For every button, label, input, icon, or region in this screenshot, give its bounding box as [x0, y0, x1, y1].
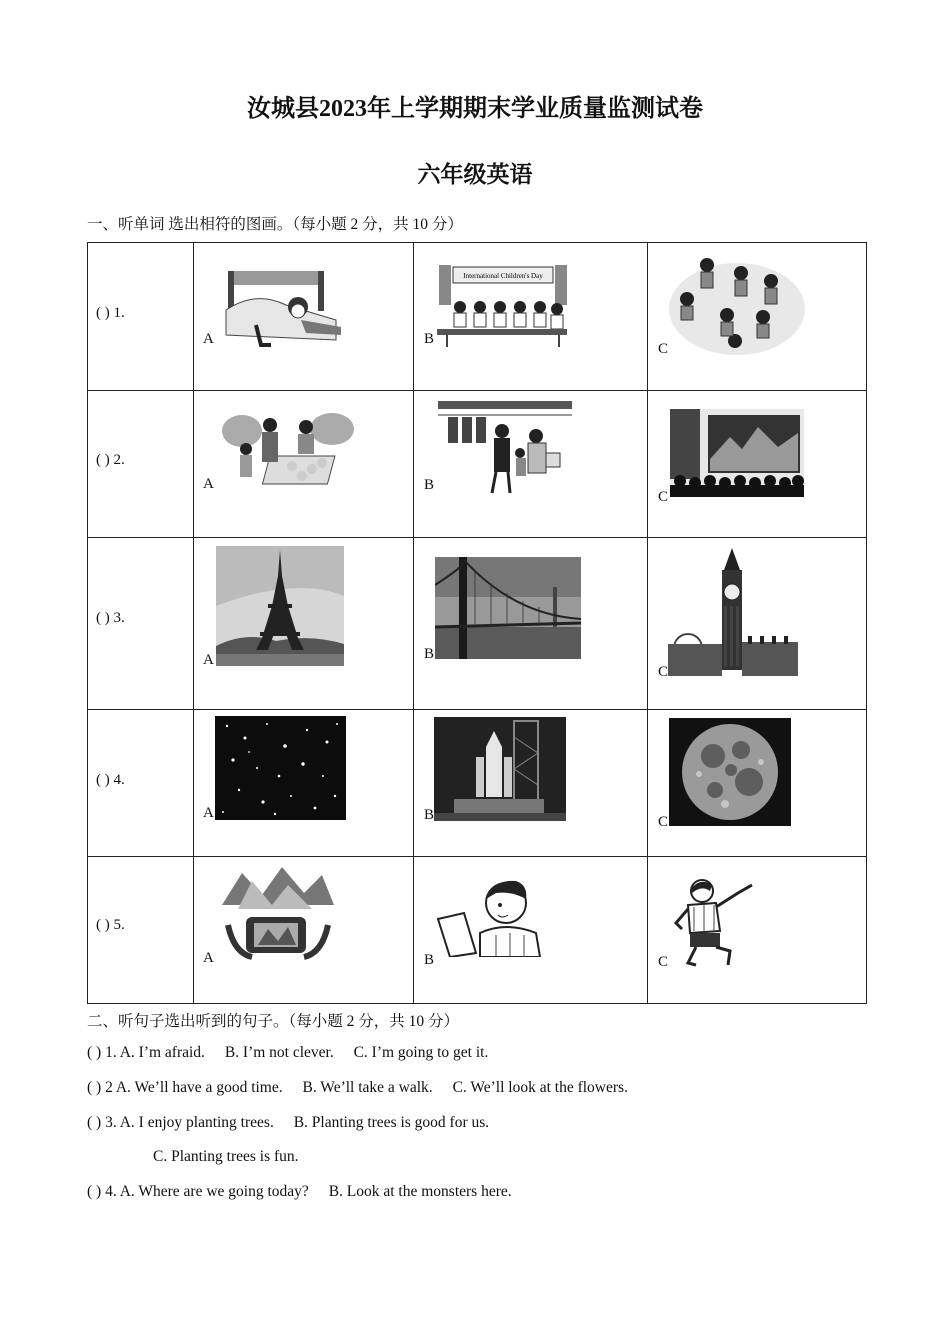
option-letter: C [658, 814, 669, 830]
banner-text: International Children's Day [463, 272, 543, 280]
option-letter: C [658, 664, 669, 680]
option-a: ( ) 3. A. I enjoy planting trees. [87, 1114, 274, 1131]
option-cell-c[interactable] [648, 538, 867, 710]
boy-jumping-image [672, 877, 756, 969]
question-number: ( ) 5. [96, 917, 125, 933]
question-row-1 [88, 243, 867, 391]
option-b: B. I’m not clever. [224, 1044, 334, 1061]
option-letter: A [203, 331, 214, 347]
golden-gate-bridge-image [435, 557, 581, 659]
question-row-2 [88, 391, 867, 538]
question-number: ( ) 4. [96, 772, 125, 788]
sentence-question-2 [87, 1079, 628, 1097]
sentence-question-3-continued [153, 1148, 299, 1166]
option-cell-b[interactable] [414, 538, 648, 710]
option-cell-a[interactable] [194, 538, 414, 710]
option-cell-c[interactable] [648, 243, 867, 391]
option-cell-a[interactable] [194, 710, 414, 857]
option-letter: A [203, 476, 214, 492]
question-number: ( ) 1. [96, 305, 125, 321]
option-letter: A [203, 805, 214, 821]
question-cell [88, 391, 194, 538]
space-rocket-launch-image [434, 717, 566, 821]
option-c: C. We’ll look at the flowers. [452, 1079, 628, 1096]
option-cell-b[interactable] [414, 391, 648, 538]
question-row-4 [88, 710, 867, 857]
option-b: B. Planting trees is good for us. [293, 1114, 490, 1131]
option-cell-c[interactable] [648, 857, 867, 1004]
section-2-heading: 二、听句子选出听到的句子。（每小题 2 分，共 10 分） [87, 1013, 460, 1030]
option-a: ( ) 1. A. I’m afraid. [87, 1044, 205, 1061]
option-letter: B [424, 331, 435, 347]
question-cell [88, 857, 194, 1004]
option-letter: A [203, 652, 214, 668]
option-b: B. We’ll take a walk. [302, 1079, 433, 1096]
option-letter: B [424, 646, 435, 662]
camera-taking-photo-image [222, 865, 334, 961]
full-moon-image [669, 718, 791, 826]
boy-reading-paper-image [436, 877, 542, 957]
question-number: ( ) 3. [96, 610, 125, 626]
cinema-audience-image [670, 409, 804, 497]
option-cell-b[interactable] [414, 857, 648, 1004]
option-cell-a[interactable] [194, 857, 414, 1004]
question-cell [88, 538, 194, 710]
option-letter: C [658, 954, 669, 970]
family-shopping-image [438, 401, 572, 496]
exam-subtitle: 六年级英语 [417, 162, 533, 187]
children-playing-in-circle-image [667, 251, 807, 356]
option-c: C. I’m going to get it. [353, 1044, 489, 1061]
option-letter: B [424, 807, 435, 823]
question-row-5 [88, 857, 867, 1004]
option-cell-c[interactable] [648, 710, 867, 857]
option-letter: C [658, 341, 669, 357]
sentence-question-3 [87, 1114, 489, 1132]
night-sky-stars-image [215, 716, 346, 820]
section-1-heading: 一、听单词 选出相符的图画。（每小题 2 分，共 10 分） [87, 216, 463, 233]
question-cell [88, 243, 194, 391]
question-row-3 [88, 538, 867, 710]
big-ben-image [668, 548, 798, 676]
option-letter: A [203, 950, 214, 966]
eiffel-tower-image [216, 546, 344, 666]
option-letter: B [424, 952, 435, 968]
question-number: ( ) 2. [96, 452, 125, 468]
option-letter: C [658, 489, 669, 505]
picture-question-table [87, 242, 867, 1004]
exam-title: 汝城县2023年上学期期末学业质量监测试卷 [247, 96, 703, 122]
option-cell-c[interactable] [648, 391, 867, 538]
option-cell-b[interactable] [414, 243, 648, 391]
girl-lying-on-bed-image [216, 265, 346, 350]
childrens-day-stage-image [435, 263, 570, 348]
option-letter: B [424, 477, 435, 493]
option-c: C. Planting trees is fun. [153, 1148, 299, 1165]
sentence-question-1 [87, 1044, 488, 1062]
option-a: ( ) 2 A. We’ll have a good time. [87, 1079, 283, 1096]
option-a: ( ) 4. A. Where are we going today? [87, 1183, 309, 1200]
option-cell-a[interactable] [194, 243, 414, 391]
family-picnic-image [222, 411, 354, 491]
sentence-question-4 [87, 1183, 512, 1201]
option-cell-b[interactable] [414, 710, 648, 857]
option-b: B. Look at the monsters here. [328, 1183, 512, 1200]
option-cell-a[interactable] [194, 391, 414, 538]
question-cell [88, 710, 194, 857]
